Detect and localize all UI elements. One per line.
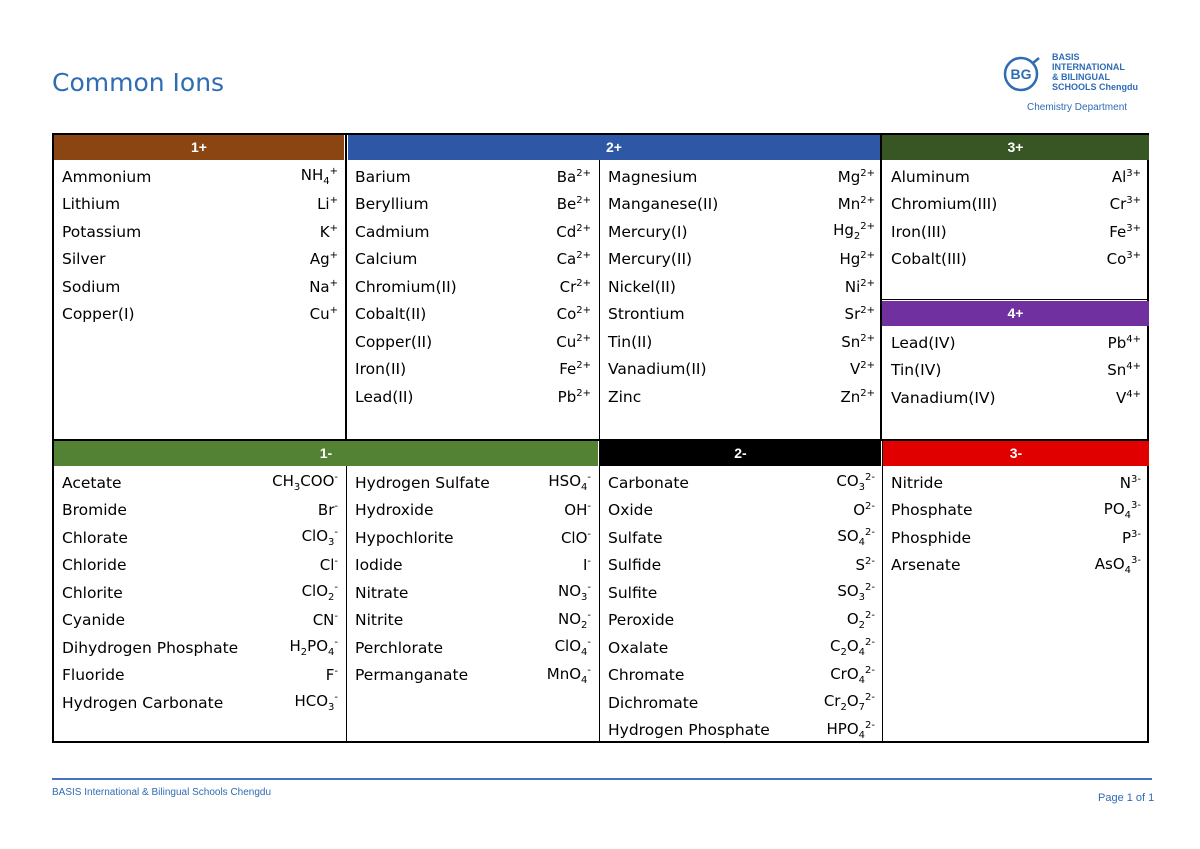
ion-name: Iron(III) — [891, 222, 947, 241]
ion-name: Chlorite — [62, 583, 123, 602]
ion-formula: ClO$_3$- — [301, 527, 338, 549]
col-2plus-a — [347, 163, 599, 411]
ion-formula: $Mg^{2+}$ — [837, 167, 875, 186]
ion-name: Cobalt(III) — [891, 250, 967, 269]
ion-formula: ClO$_2$- — [301, 582, 338, 604]
ion-formula: $Be^{2+}$ — [556, 195, 591, 214]
ion-formula: $Zn^{2+}$ — [840, 387, 875, 406]
ion-formula: $Co^{3+}$ — [1106, 250, 1141, 269]
logo-line: INTERNATIONAL — [1052, 62, 1125, 72]
ion-formula: $Cr_2O_7^{2-}$ — [823, 692, 875, 714]
ion-name: Tin(II) — [608, 332, 653, 351]
ion-formula: $Cr^{3+}$ — [1109, 195, 1141, 214]
ion-row — [347, 356, 599, 384]
ion-formula: $Ca^{2+}$ — [556, 250, 591, 269]
ion-row — [54, 301, 346, 329]
ion-row — [54, 552, 346, 580]
ion-row — [600, 218, 883, 246]
ion-row — [347, 607, 599, 635]
ion-row — [54, 163, 346, 191]
ion-name: Peroxide — [608, 611, 675, 630]
ion-name: Nickel(II) — [608, 277, 676, 296]
ion-formula: $Cr^{2+}$ — [559, 277, 591, 296]
ion-formula: $Co^{2+}$ — [556, 305, 591, 324]
ion-row — [54, 689, 346, 717]
divider — [346, 466, 347, 743]
ion-row — [883, 191, 1149, 219]
ion-formula: $O^{2-}$ — [853, 501, 875, 520]
ion-name: Fluoride — [62, 666, 125, 685]
ion-name: Barium — [355, 167, 411, 186]
ion-formula: ClO$_4$- — [554, 637, 591, 659]
ion-name: Beryllium — [355, 195, 429, 214]
divider — [599, 441, 600, 743]
ion-name: Dihydrogen Phosphate — [62, 638, 239, 657]
band-3plus: 3+ — [882, 135, 1149, 160]
ion-row — [347, 301, 599, 329]
col-2plus-b — [600, 163, 883, 411]
ion-name: Arsenate — [891, 556, 961, 575]
ion-formula: $NH_4^+$ — [300, 166, 338, 188]
ion-name: Chloride — [62, 556, 127, 575]
ion-name: Calcium — [355, 250, 418, 269]
ion-name: Chromate — [608, 666, 685, 685]
ion-row — [54, 634, 346, 662]
ion-name: Dichromate — [608, 693, 699, 712]
ion-formula: $Fe^{2+}$ — [559, 360, 591, 379]
ion-formula: Cu+ — [309, 305, 338, 324]
ion-row — [54, 191, 346, 219]
ion-formula: CN- — [312, 611, 338, 630]
ion-row — [54, 469, 346, 497]
ion-row — [883, 329, 1149, 357]
ion-formula: $PO_4^{3-}$ — [1103, 499, 1141, 521]
ion-name: Sodium — [62, 277, 121, 296]
ion-row — [54, 246, 346, 274]
ion-name: Manganese(II) — [608, 195, 719, 214]
ion-name: Cadmium — [355, 222, 430, 241]
ion-name: Chromium(II) — [355, 277, 457, 296]
ion-row — [600, 662, 883, 690]
logo-text — [1052, 52, 1138, 92]
ion-name: Iodide — [355, 556, 403, 575]
ion-name: Acetate — [62, 473, 122, 492]
ion-formula: $V^{4+}$ — [1115, 388, 1141, 407]
ion-formula: K+ — [319, 222, 338, 241]
ion-formula: $NO_2^-$ — [557, 609, 591, 631]
ion-name: Permanganate — [355, 666, 469, 685]
ion-name: Mercury(II) — [608, 250, 693, 269]
ion-formula: $P^{3-}$ — [1121, 528, 1141, 547]
ion-name: Cyanide — [62, 611, 125, 630]
ion-name: Silver — [62, 250, 106, 269]
ion-formula: $Al^{3+}$ — [1111, 167, 1141, 186]
ion-name: Magnesium — [608, 167, 698, 186]
ion-row — [347, 191, 599, 219]
ion-formula: Ag+ — [309, 250, 338, 269]
ion-row — [600, 246, 883, 274]
ion-name: Hydrogen Phosphate — [608, 721, 770, 740]
ion-row — [600, 328, 883, 356]
ion-row — [883, 469, 1149, 497]
band-2minus: 2- — [600, 441, 881, 466]
logo-mark-text: BG — [1010, 66, 1032, 82]
ion-formula: Na+ — [309, 277, 338, 296]
ion-formula: $H_2PO_4^-$ — [289, 637, 338, 659]
ion-formula: $HSO_4^-$ — [548, 472, 591, 494]
ion-formula: $Ba^{2+}$ — [556, 167, 591, 186]
ion-name: Sulfide — [608, 556, 662, 575]
ion-row — [600, 273, 883, 301]
ion-formula: $SO_3^{2-}$ — [837, 582, 875, 604]
bg-logo-icon — [1000, 55, 1042, 93]
ion-row — [600, 524, 883, 552]
ion-name: Nitrate — [355, 583, 409, 602]
divider — [882, 299, 1149, 300]
divider — [599, 160, 600, 439]
ion-name: Tin(IV) — [891, 361, 942, 380]
ion-formula: $Hg_2^{2+}$ — [833, 221, 875, 243]
col-2minus — [600, 469, 883, 744]
ion-row — [883, 357, 1149, 385]
ion-name: Iron(II) — [355, 360, 407, 379]
footer-school-name: BASIS International & Bilingual Schools Chengdu — [52, 787, 272, 798]
ion-row — [347, 218, 599, 246]
logo-line: & BILINGUAL — [1052, 72, 1110, 82]
ion-formula: $Cd^{2+}$ — [556, 222, 591, 241]
ion-name: Hydrogen Sulfate — [355, 473, 490, 492]
band-4plus: 4+ — [882, 301, 1149, 326]
logo-line: BASIS — [1052, 52, 1080, 62]
ion-row — [883, 384, 1149, 412]
ion-row — [347, 552, 599, 580]
ion-formula: $HCO_3^-$ — [294, 692, 338, 714]
logo-line: SCHOOLS Chengdu — [1052, 82, 1138, 92]
ion-row — [54, 662, 346, 690]
ion-formula: MnO$_4$- — [546, 664, 591, 686]
col-1plus — [54, 163, 346, 328]
ion-row — [600, 301, 883, 329]
ion-row — [54, 497, 346, 525]
ion-formula: $NO_3^-$ — [557, 582, 591, 604]
ion-name: Carbonate — [608, 473, 689, 492]
ion-name: Lithium — [62, 195, 121, 214]
ion-name: Oxide — [608, 501, 654, 520]
ion-formula: I- — [582, 556, 591, 575]
ion-formula: OH- — [564, 501, 591, 520]
ion-row — [600, 552, 883, 580]
ion-row — [54, 579, 346, 607]
band-1plus: 1+ — [54, 135, 344, 160]
divider — [345, 135, 347, 439]
department-label: Chemistry Department — [1027, 102, 1128, 113]
ion-formula: $Fe^{3+}$ — [1109, 222, 1141, 241]
col-4plus — [883, 329, 1149, 412]
ion-row — [54, 273, 346, 301]
ion-name: Ammonium — [62, 167, 152, 186]
page-title: Common Ions — [52, 68, 225, 97]
ion-name: Aluminum — [891, 167, 970, 186]
ion-formula: CrO$_4^{2-}$ — [830, 664, 875, 686]
ion-name: Hydroxide — [355, 501, 434, 520]
ion-row — [54, 524, 346, 552]
band-2plus: 2+ — [348, 135, 880, 160]
ion-name: Lead(IV) — [891, 333, 956, 352]
ion-row — [883, 497, 1149, 525]
ion-row — [883, 524, 1149, 552]
ion-row — [347, 524, 599, 552]
ion-name: Oxalate — [608, 638, 669, 657]
ion-row — [600, 469, 883, 497]
ion-row — [600, 689, 883, 717]
ion-formula: $CO_3^{2-}$ — [836, 472, 875, 494]
ion-name: Chlorate — [62, 528, 128, 547]
ion-name: Chromium(III) — [891, 195, 998, 214]
ion-row — [347, 328, 599, 356]
ion-name: Nitride — [891, 473, 944, 492]
ion-formula: Br- — [317, 501, 338, 520]
ion-row — [347, 497, 599, 525]
ion-row — [347, 383, 599, 411]
divider — [880, 135, 882, 439]
ion-formula: $O_2^{2-}$ — [846, 609, 875, 631]
ion-formula: $Sn^{2+}$ — [841, 332, 875, 351]
ion-row — [883, 552, 1149, 580]
ion-formula: $Pb^{2+}$ — [557, 387, 591, 406]
ion-name: Phosphate — [891, 501, 973, 520]
ion-row — [54, 607, 346, 635]
ion-name: Hydrogen Carbonate — [62, 693, 224, 712]
ion-name: Lead(II) — [355, 387, 414, 406]
ion-row — [347, 246, 599, 274]
ion-row — [600, 634, 883, 662]
ion-name: Vanadium(II) — [608, 360, 707, 379]
band-3minus: 3- — [883, 441, 1149, 466]
ion-row — [54, 218, 346, 246]
ion-name: Strontium — [608, 305, 685, 324]
ion-formula: $Pb^{4+}$ — [1107, 333, 1141, 352]
ion-formula: $Hg^{2+}$ — [839, 250, 875, 269]
ion-name: Perchlorate — [355, 638, 443, 657]
ion-name: Zinc — [608, 387, 642, 406]
ion-name: Bromide — [62, 501, 127, 520]
divider — [54, 439, 1149, 441]
ion-row — [347, 634, 599, 662]
col-1minus-a — [54, 469, 346, 717]
ion-row — [347, 579, 599, 607]
ion-name: Nitrite — [355, 611, 404, 630]
ion-row — [347, 273, 599, 301]
ion-formula: $Sr^{2+}$ — [844, 305, 875, 324]
ion-formula: $CH_3COO^-$ — [272, 472, 338, 494]
ion-name: Sulfate — [608, 528, 663, 547]
ion-formula: $N^{3-}$ — [1119, 473, 1141, 492]
ion-row — [347, 469, 599, 497]
ion-formula: Li+ — [317, 195, 338, 214]
ion-name: Cobalt(II) — [355, 305, 427, 324]
ion-formula: $S^{2-}$ — [855, 556, 875, 575]
ion-row — [600, 383, 883, 411]
ion-name: Vanadium(IV) — [891, 388, 996, 407]
band-1minus: 1- — [54, 441, 598, 466]
ion-row — [600, 191, 883, 219]
ion-row — [883, 163, 1149, 191]
ion-row — [347, 662, 599, 690]
ion-row — [600, 579, 883, 607]
ion-formula: F- — [325, 666, 338, 685]
col-3minus — [883, 469, 1149, 579]
divider — [882, 441, 883, 743]
ion-formula: $C_2O_4^{2-}$ — [829, 637, 875, 659]
ion-formula: Cl- — [319, 556, 338, 575]
ion-formula: AsO$_4^{3-}$ — [1094, 554, 1141, 576]
ion-formula: $Ni^{2+}$ — [844, 277, 875, 296]
ion-row — [883, 218, 1149, 246]
ion-name: Sulfite — [608, 583, 658, 602]
ion-name: Hypochlorite — [355, 528, 454, 547]
ion-row — [600, 163, 883, 191]
ion-formula: $Sn^{4+}$ — [1107, 361, 1141, 380]
ion-row — [600, 356, 883, 384]
ion-row — [600, 717, 883, 745]
ion-name: Potassium — [62, 222, 142, 241]
ion-row — [347, 163, 599, 191]
ion-formula: $Cu^{2+}$ — [556, 332, 591, 351]
ion-name: Phosphide — [891, 528, 972, 547]
ion-formula: $Mn^{2+}$ — [837, 195, 875, 214]
ion-formula: $SO_4^{2-}$ — [837, 527, 875, 549]
ion-name: Copper(II) — [355, 332, 433, 351]
ion-formula: $V^{2+}$ — [849, 360, 875, 379]
ion-formula: ClO- — [560, 528, 591, 547]
school-logo — [1000, 52, 1150, 116]
ion-row — [883, 246, 1149, 274]
footer-rule — [52, 778, 1152, 780]
ion-row — [600, 607, 883, 635]
col-1minus-b — [347, 469, 599, 689]
ion-formula: $HPO_4^{2-}$ — [826, 719, 875, 741]
col-3plus — [883, 163, 1149, 273]
ion-row — [600, 497, 883, 525]
ion-name: Copper(I) — [62, 305, 135, 324]
common-ions-table — [52, 133, 1149, 743]
ion-name: Mercury(I) — [608, 222, 688, 241]
footer-page-number: Page 1 of 1 — [1098, 792, 1155, 804]
